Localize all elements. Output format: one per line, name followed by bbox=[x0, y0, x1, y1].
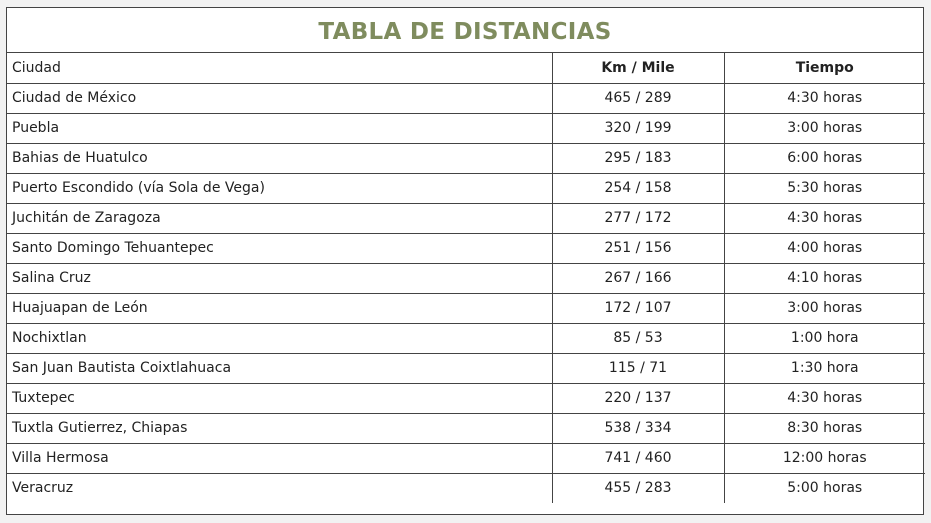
cell-city: Tuxtla Gutierrez, Chiapas bbox=[7, 413, 552, 443]
cell-time: 8:30 horas bbox=[724, 413, 925, 443]
table-row bbox=[7, 293, 925, 323]
cell-distance: 267 / 166 bbox=[552, 263, 724, 293]
cell-time: 4:10 horas bbox=[724, 263, 925, 293]
table-row bbox=[7, 113, 925, 143]
cell-time: 1:30 hora bbox=[724, 353, 925, 383]
table-row bbox=[7, 173, 925, 203]
cell-distance: 538 / 334 bbox=[552, 413, 724, 443]
distance-table-container bbox=[6, 7, 924, 515]
cell-city: Villa Hermosa bbox=[7, 443, 552, 473]
cell-city: San Juan Bautista Coixtlahuaca bbox=[7, 353, 552, 383]
header-city: Ciudad bbox=[7, 53, 552, 83]
cell-time: 4:30 horas bbox=[724, 83, 925, 113]
distance-table bbox=[7, 53, 925, 503]
cell-time: 5:00 horas bbox=[787, 480, 863, 497]
cell-distance: 455 / 283 bbox=[552, 473, 724, 503]
cell-city: Veracruz bbox=[7, 473, 552, 503]
cell-city: Ciudad de México bbox=[7, 83, 552, 113]
cell-city: Tuxtepec bbox=[7, 383, 552, 413]
cell-distance: 277 / 172 bbox=[552, 203, 724, 233]
cell-distance: 115 / 71 bbox=[552, 353, 724, 383]
cell-city: Santo Domingo Tehuantepec bbox=[7, 233, 552, 263]
table-row bbox=[7, 353, 925, 383]
cell-city: Puebla bbox=[7, 113, 552, 143]
cell-time: 12:00 horas bbox=[724, 443, 925, 473]
cell-distance: 254 / 158 bbox=[552, 173, 724, 203]
header-time: Tiempo bbox=[724, 53, 925, 83]
cell-time: 4:30 horas bbox=[724, 203, 925, 233]
table-row bbox=[7, 323, 925, 353]
table-row bbox=[7, 473, 925, 503]
cell-distance: 172 / 107 bbox=[552, 293, 724, 323]
cell-time: 4:00 horas bbox=[724, 233, 925, 263]
cell-city: Nochixtlan bbox=[7, 323, 552, 353]
cell-time: 3:00 horas bbox=[724, 293, 925, 323]
cell-city: Puerto Escondido (vía Sola de Vega) bbox=[7, 173, 552, 203]
cell-city: Salina Cruz bbox=[7, 263, 552, 293]
header-row bbox=[7, 53, 925, 83]
cell-distance: 320 / 199 bbox=[552, 113, 724, 143]
table-row bbox=[7, 233, 925, 263]
cell-distance: 295 / 183 bbox=[552, 143, 724, 173]
cell-city: Huajuapan de León bbox=[7, 293, 552, 323]
cell-distance: 741 / 460 bbox=[552, 443, 724, 473]
table-row bbox=[7, 413, 925, 443]
table-title: TABLA DE DISTANCIAS bbox=[7, 8, 923, 53]
cell-time: 4:30 horas bbox=[724, 383, 925, 413]
table-row bbox=[7, 143, 925, 173]
table-row bbox=[7, 83, 925, 113]
table-row bbox=[7, 383, 925, 413]
cell-distance: 220 / 137 bbox=[552, 383, 724, 413]
cell-time: 5:30 horas bbox=[724, 173, 925, 203]
cell-time: 1:00 hora bbox=[724, 323, 925, 353]
table-row bbox=[7, 203, 925, 233]
cell-time: 6:00 horas bbox=[724, 143, 925, 173]
cell-distance: 465 / 289 bbox=[552, 83, 724, 113]
cell-time: 3:00 horas bbox=[724, 113, 925, 143]
cell-distance: 85 / 53 bbox=[552, 323, 724, 353]
cell-city: Bahias de Huatulco bbox=[7, 143, 552, 173]
table-row bbox=[7, 263, 925, 293]
cell-distance: 251 / 156 bbox=[552, 233, 724, 263]
cell-city: Juchitán de Zaragoza bbox=[7, 203, 552, 233]
table-row bbox=[7, 443, 925, 473]
header-distance: Km / Mile bbox=[552, 53, 724, 83]
